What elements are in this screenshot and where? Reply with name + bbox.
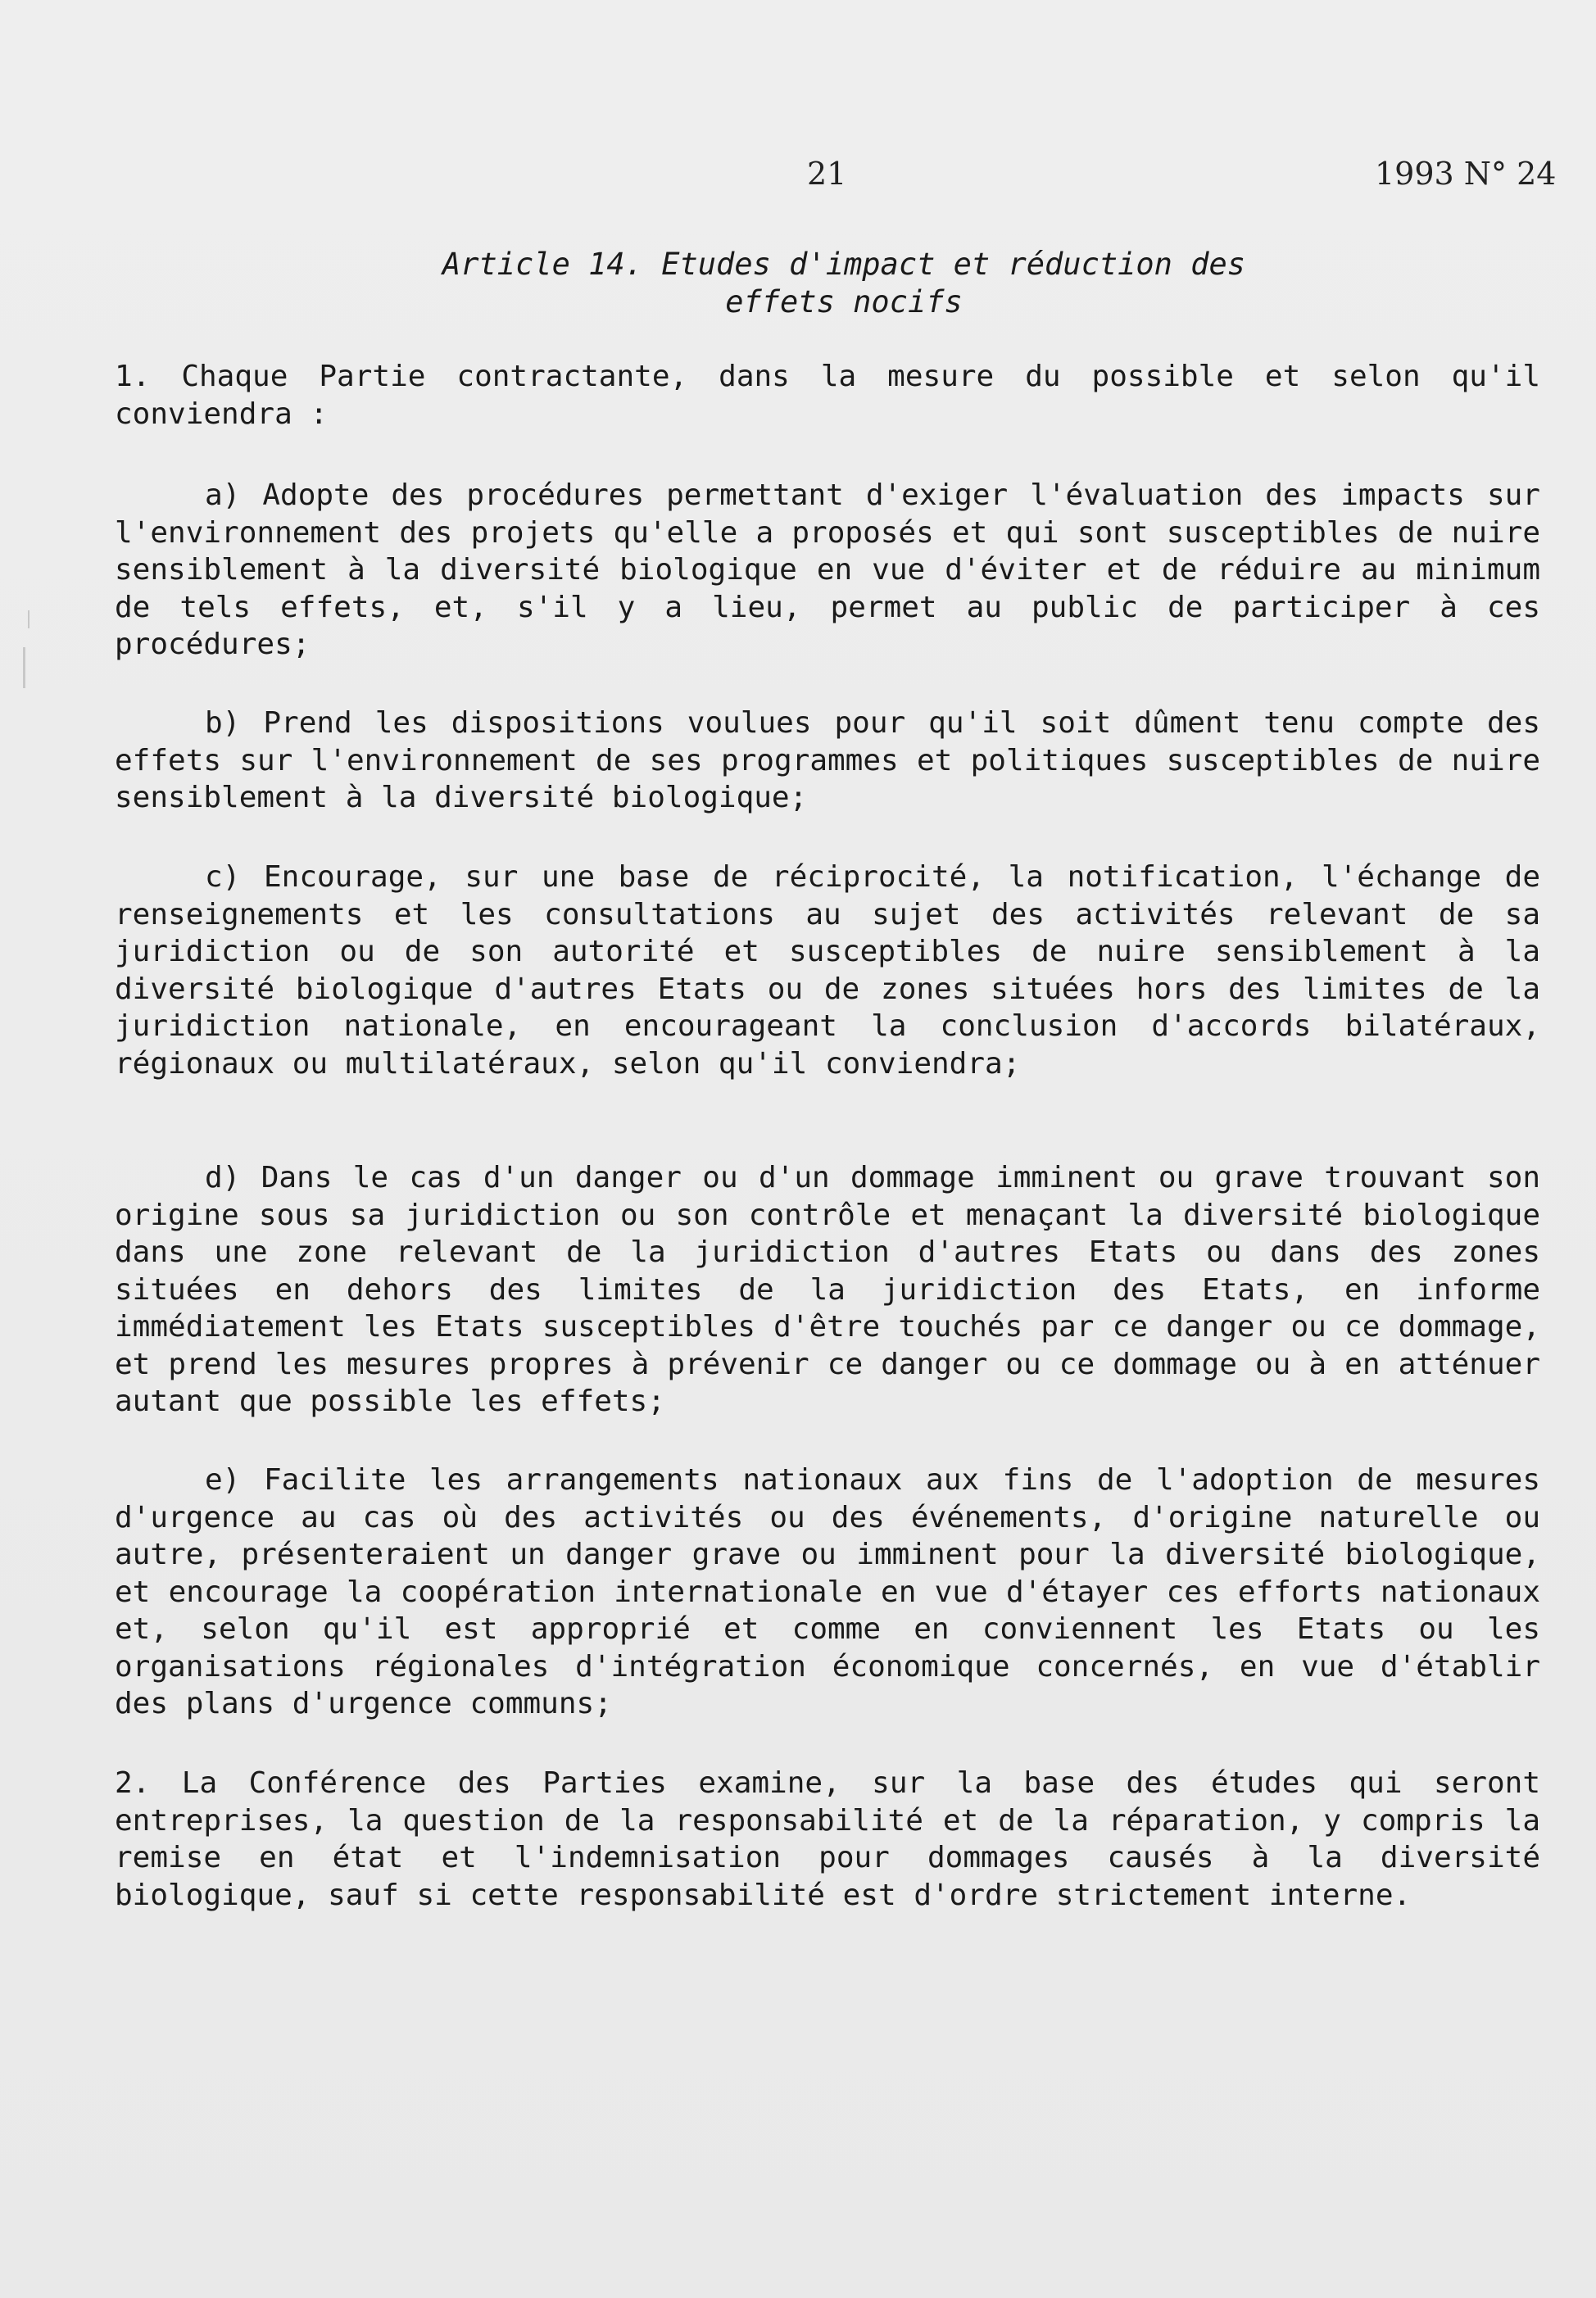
subparagraph-e-label: e) bbox=[205, 1463, 241, 1497]
subparagraph-d-label: d) bbox=[205, 1161, 241, 1194]
subparagraph-b bbox=[115, 705, 1540, 817]
subparagraph-e-text: Facilite les arrangements nationaux aux fins de l'adoption de mesures d'urgence au cas où des activités ou des événements, d'origine naturelle ou autre, présenteraient un danger grave ou imminent pour la diversité biologique, et encourage la coopération internationale en vue d'étayer ces efforts nationaux et, selon qu'il est approprié et comme en conviennent les Etats ou les organisations régionales d'intégration économique concernés, en vue d'établir des plans d'urgence communs; bbox=[115, 1463, 1540, 1720]
subparagraph-d-text: Dans le cas d'un danger ou d'un dommage imminent ou grave trouvant son origine sous sa juridiction ou son contrôle et menaçant la diversité biologique dans une zone relevant de la juridiction d'autres Etats ou dans des zones situées en dehors des limites de la juridiction des Etats, en informe immédiatement les Etats susceptibles d'être touchés par ce danger ou ce dommage, et prend les mesures propres à prévenir ce danger ou ce dommage ou à en atténuer autant que possible les effets; bbox=[115, 1161, 1540, 1418]
subparagraph-c-label: c) bbox=[205, 860, 241, 894]
subparagraph-a-label: a) bbox=[205, 478, 241, 512]
page-number: 21 bbox=[807, 156, 847, 192]
subparagraph-d bbox=[115, 1159, 1540, 1421]
year-issue: 1993 N° 24 bbox=[1375, 156, 1557, 192]
paragraph-2: 2. La Conférence des Parties examine, sur la base des études qui seront entreprises, la question de la responsabilité et de la réparation, y compris la remise en état et l'indemnisation pour dommages causés à la diversité biologique, sauf si cette responsabilité est d'ordre strictement interne. bbox=[115, 1766, 1540, 1912]
subparagraph-a bbox=[115, 477, 1540, 664]
margin-mark bbox=[28, 610, 29, 628]
subparagraph-b-label: b) bbox=[205, 706, 241, 740]
subparagraph-c bbox=[115, 859, 1540, 1082]
paragraph-1: 1. Chaque Partie contractante, dans la mesure du possible et selon qu'il conviendra : bbox=[115, 360, 1540, 431]
subparagraph-e bbox=[115, 1462, 1540, 1723]
article-title-line-1: Article 14. Etudes d'impact et réduction des bbox=[442, 247, 1246, 282]
subparagraph-b-text: Prend les dispositions voulues pour qu'il soit dûment tenu compte des effets sur l'environnement de ses programmes et politiques susceptibles de nuire sensiblement à la diversité biologique; bbox=[115, 706, 1540, 814]
subparagraph-a-text: Adopte des procédures permettant d'exiger l'évaluation des impacts sur l'environnement des projets qu'elle a proposés et qui sont susceptibles de nuire sensiblement à la diversité biologique en vue d'éviter et de réduire au minimum de tels effets, et, s'il y a lieu, permet au public de participer à ces procédures; bbox=[115, 478, 1540, 661]
subparagraph-c-text: Encourage, sur une base de réciprocité, la notification, l'échange de renseignements et les consultations au sujet des activités relevant de sa juridiction ou de son autorité et susceptibles de nuire sensiblement à la diversité biologique d'autres Etats ou de zones situées hors des limites de la juridiction nationale, en encourageant la conclusion d'accords bilatéraux, régionaux ou multilatéraux, selon qu'il conviendra; bbox=[115, 860, 1540, 1081]
article-title-line-2: effets nocifs bbox=[725, 284, 963, 320]
margin-mark bbox=[23, 647, 25, 688]
article-title bbox=[311, 246, 1376, 321]
